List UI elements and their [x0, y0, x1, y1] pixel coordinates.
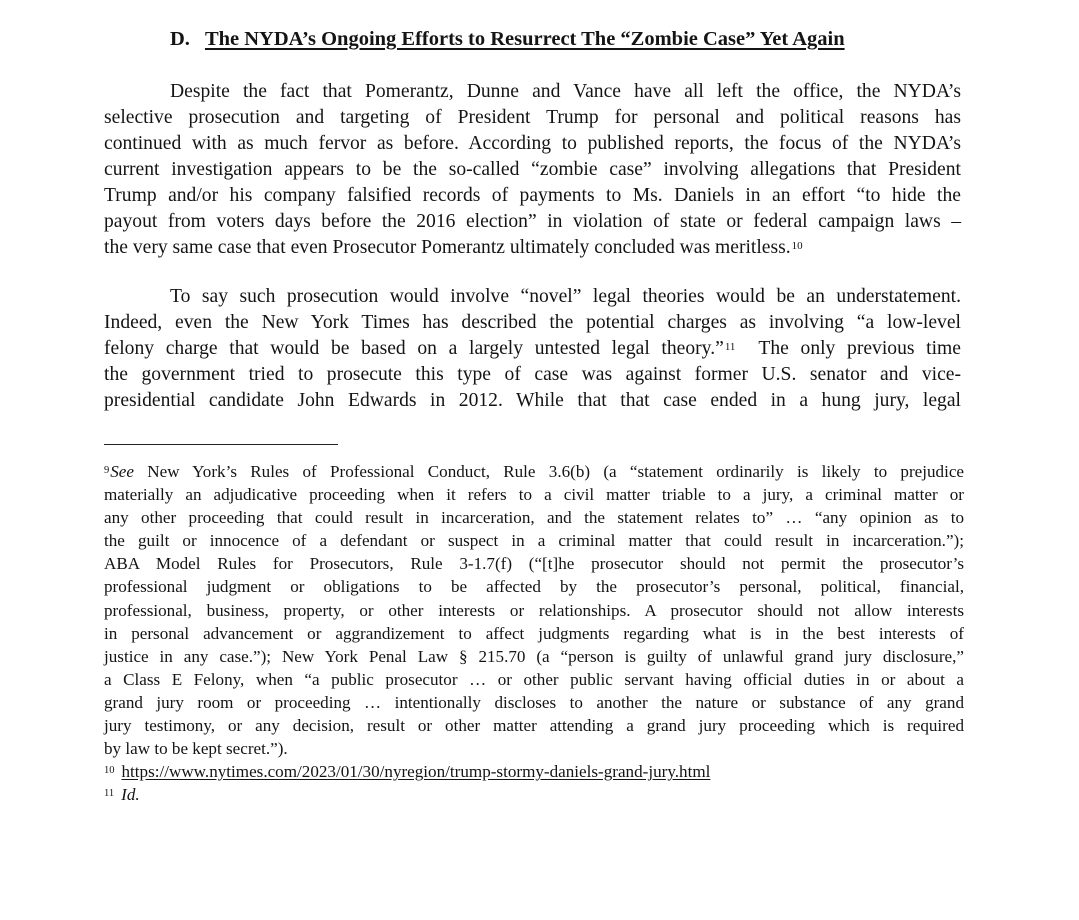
paragraph-zombie-case	[104, 79, 961, 261]
paragraph-line: continued with as much fervor as before. According to published reports, the focus of the NYDA’s	[104, 133, 961, 154]
footnote-line: justice in any case.”); New York Penal Law § 215.70 (a “person is guilty of unlawful grand jury disclosure,”	[104, 646, 964, 666]
paragraph-line: Trump and/or his company falsified records of payments to Ms. Daniels in an effort “to hide the	[104, 185, 961, 206]
paragraph-line: the government tried to prosecute this type of case was against former U.S. senator and vice-	[104, 364, 961, 385]
paragraph-novel-theories	[104, 284, 961, 414]
paragraph-line-tail: The only previous time	[758, 338, 961, 359]
footnote-line: New York’s Rules of Professional Conduct, Rule 3.6(b) (a “statement ordinarily is likely to prejudice	[147, 462, 964, 481]
paragraph-line: Despite the fact that Pomerantz, Dunne and Vance have all left the office, the NYDA’s	[170, 81, 961, 102]
paragraph-line-text: felony charge that would be based on a largely untested legal theory.”	[104, 338, 724, 359]
footnote-line: grand jury room or proceeding … intentionally discloses to another the nature or substance of any grand	[104, 692, 964, 712]
footnote-line: materially an adjudicative proceeding when it refers to a civil matter triable to a jury, a criminal matter or	[104, 485, 964, 505]
paragraph-line: current investigation appears to be the so-called “zombie case” involving allegations that President	[104, 159, 961, 180]
paragraph-line: Indeed, even the New York Times has described the potential charges as involving “a low-level	[104, 312, 961, 333]
footnote-ref-10[interactable]: 10	[791, 240, 803, 252]
paragraph-line: selective prosecution and targeting of President Trump for personal and political reasons has	[104, 107, 961, 128]
footnotes	[104, 460, 964, 806]
footnote-line: jury testimony, or any decision, result or other matter attending a grand jury proceeding which is required	[104, 716, 964, 736]
footnote-11	[104, 783, 964, 806]
paragraph-line-with-ref	[104, 336, 961, 362]
section-label: D.	[170, 28, 190, 50]
footnote-line: any other proceeding that could result in incarceration, and the statement relates to” … “any opinion as to	[104, 508, 964, 528]
footnote-line: by law to be kept secret.”).	[104, 739, 288, 759]
footnote-line: a Class E Felony, when “a public prosecutor … or other public servant having official duties in or about a	[104, 669, 964, 689]
footnote-line: professional judgment or obligations to be affected by the prosecutor’s personal, political, financial,	[104, 577, 964, 597]
footnote-line: professional, business, property, or other interests or relationships. A prosecutor should not allow interests	[104, 600, 964, 620]
footnote-see: See	[110, 462, 134, 481]
footnote-number-11: 11	[104, 788, 115, 800]
footnote-number-9: 9	[104, 465, 110, 476]
footnote-line: in personal advancement or aggrandizement to affect judgments regarding what is in the best interests of	[104, 623, 964, 643]
footnote-line: ABA Model Rules for Prosecutors, Rule 3-1.7(f) (“[t]he prosecutor should not permit the prosecutor’s	[104, 554, 964, 574]
footnote-10	[104, 760, 964, 783]
section-heading	[170, 28, 845, 51]
paragraph-line: payout from voters days before the 2016 election” in violation of state or federal campaign laws –	[104, 211, 961, 232]
footnote-10-link[interactable]: https://www.nytimes.com/2023/01/30/nyregion/trump-stormy-daniels-grand-jury.html	[121, 762, 711, 782]
section-title: The NYDA’s Ongoing Efforts to Resurrect The “Zombie Case” Yet Again	[204, 28, 845, 50]
footnote-line: the guilt or innocence of a defendant or suspect in a criminal matter that could result in incarceration.”);	[104, 531, 964, 551]
paragraph-line: To say such prosecution would involve “novel” legal theories would be an understatement.	[170, 286, 961, 307]
paragraph-line-text: the very same case that even Prosecutor Pomerantz ultimately concluded was meritless.	[104, 237, 791, 258]
footnote-9-first-line	[104, 460, 964, 483]
footnote-number-10: 10	[104, 765, 115, 777]
footnote-separator	[104, 444, 338, 445]
paragraph-line: presidential candidate John Edwards in 2012. While that that case ended in a hung jury, legal	[104, 390, 961, 411]
paragraph-line-with-ref	[104, 235, 961, 261]
footnote-11-text: Id.	[121, 785, 140, 805]
footnote-ref-11[interactable]: 11	[724, 341, 736, 353]
